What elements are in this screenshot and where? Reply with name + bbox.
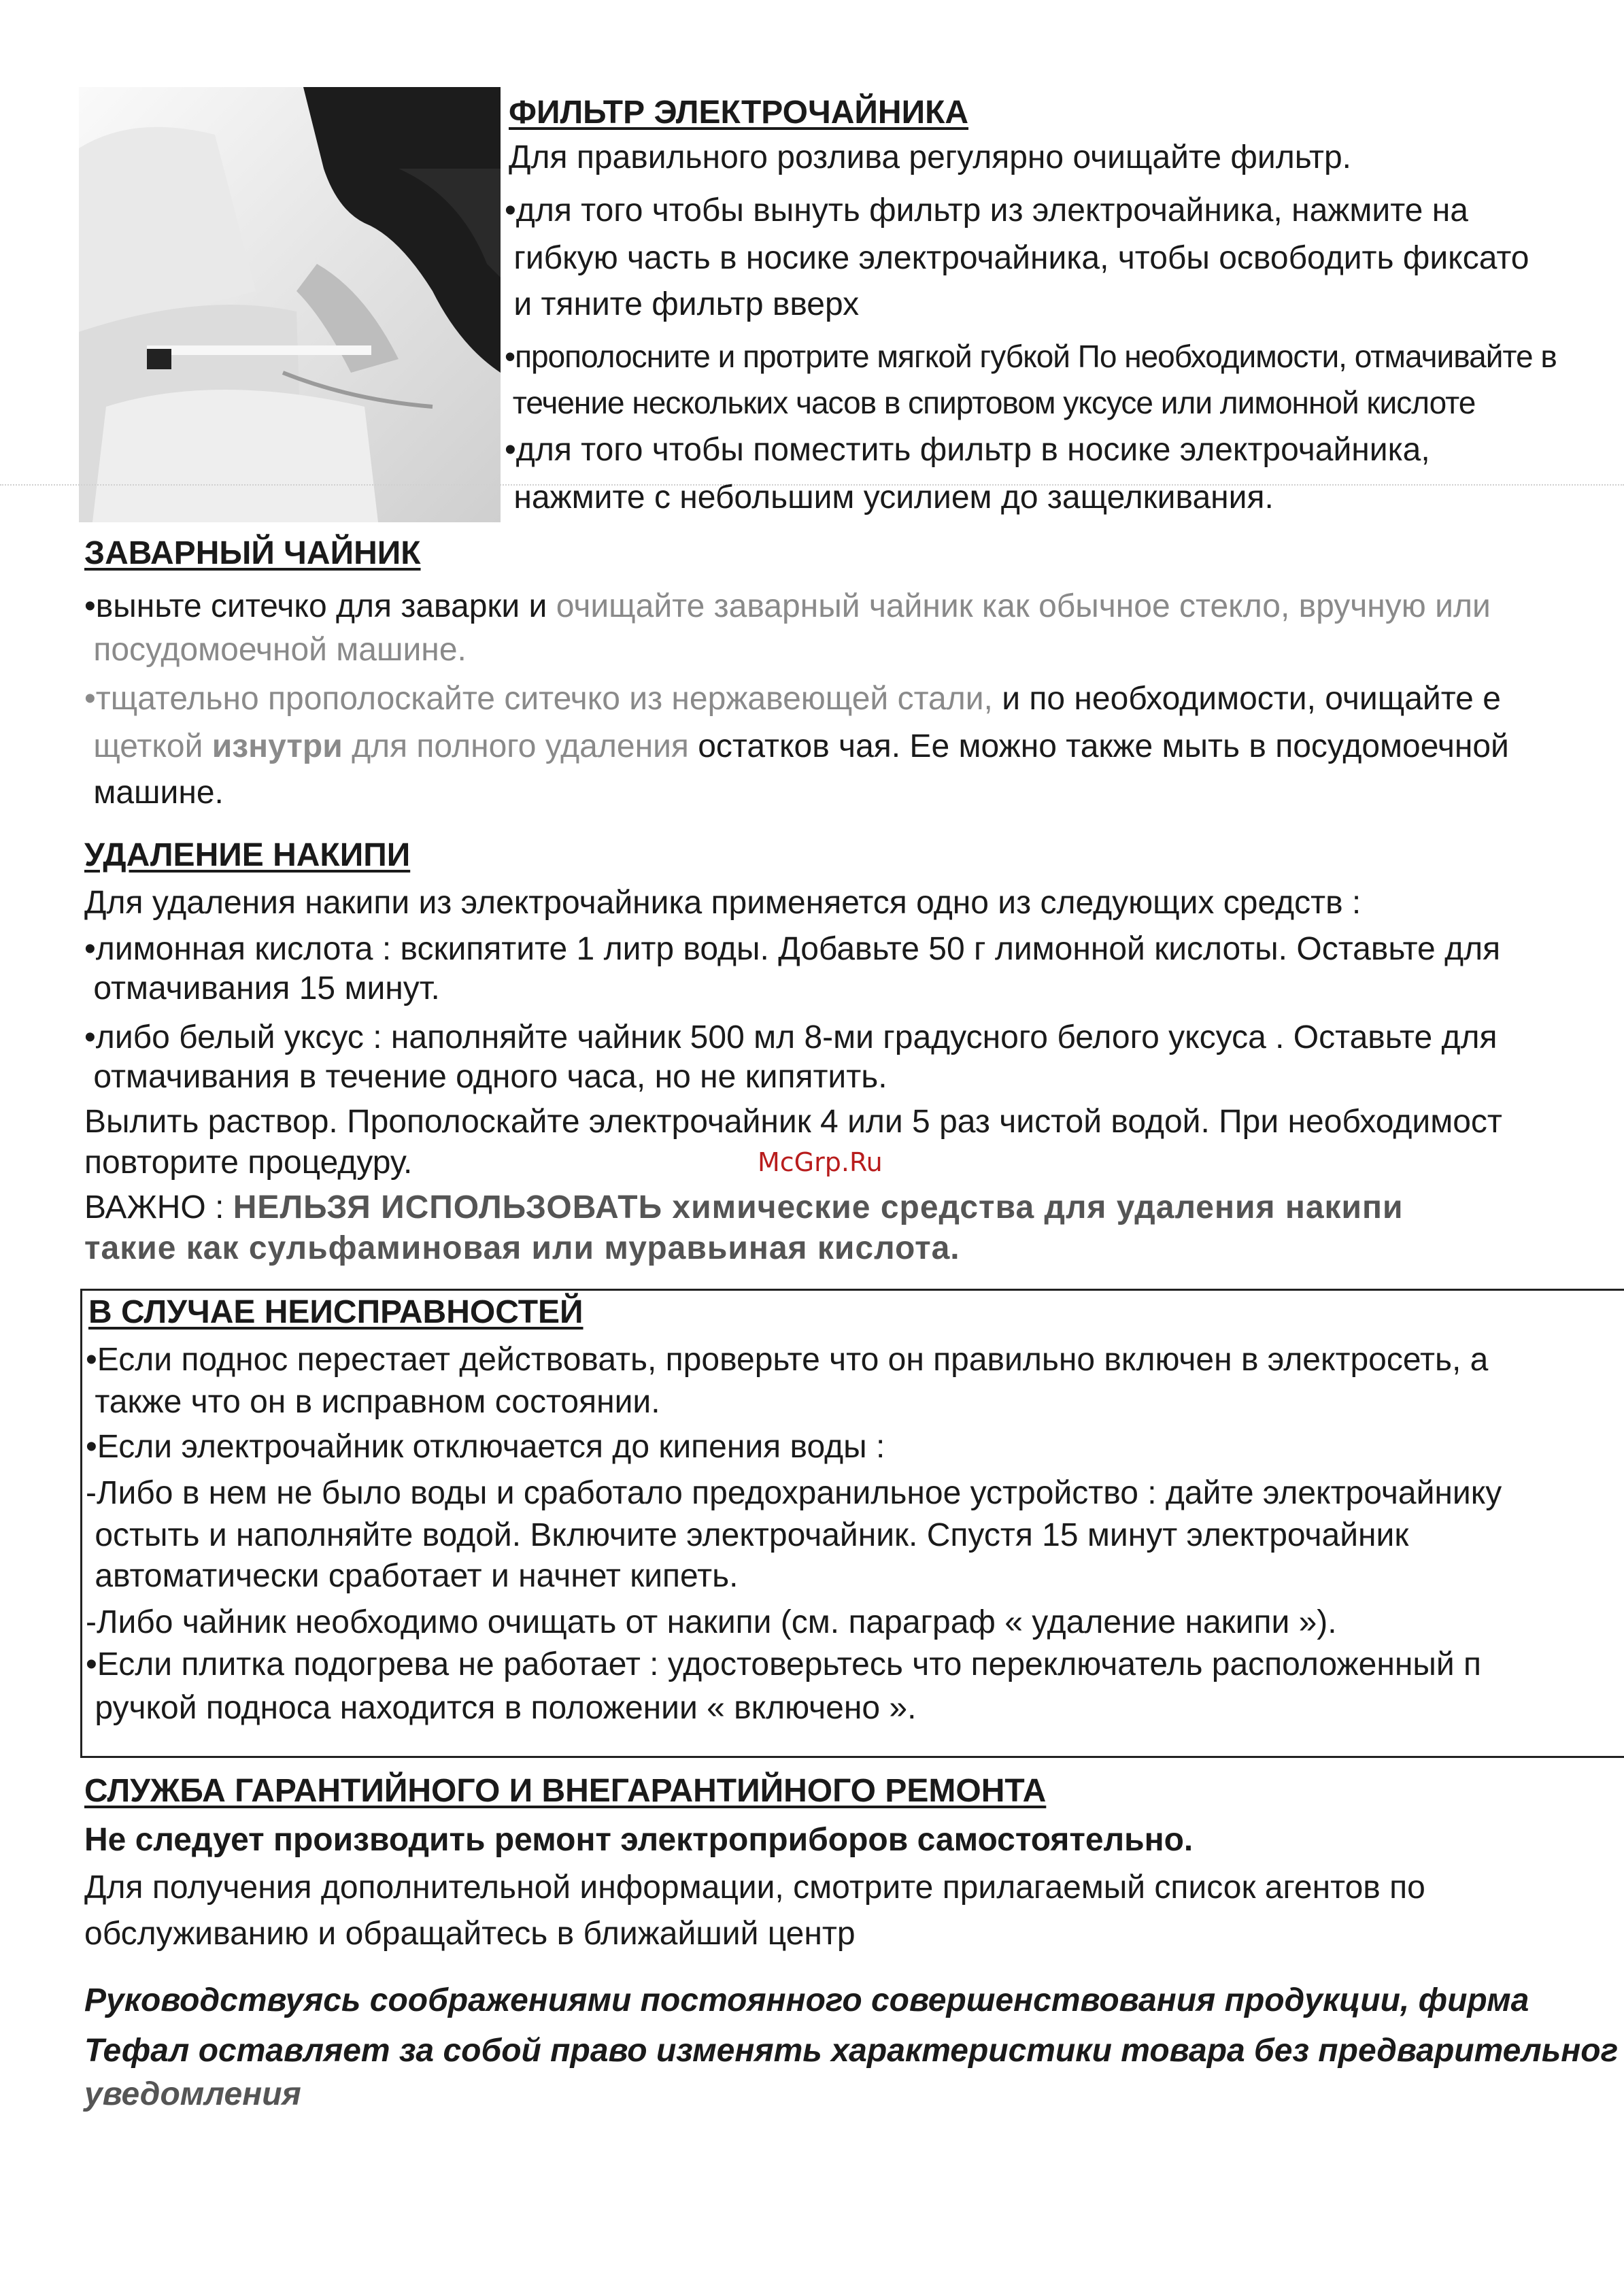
- faults-heading: В СЛУЧАЕ НЕИСПРАВНОСТЕЙ: [88, 1294, 583, 1330]
- teapot-line: машине.: [84, 775, 224, 811]
- service-line: Для получения дополнительной информации, смотрите прилагаемый список агентов по: [84, 1869, 1425, 1906]
- service-line: обслуживанию и обращайтесь в ближайший центр: [84, 1916, 856, 1952]
- footer-line: Тефал оставляет за собой право изменять характеристики товара без предварительног: [84, 2033, 1619, 2069]
- important-note: [84, 1187, 1404, 1228]
- important-text: НЕЛЬЗЯ ИСПОЛЬЗОВАТЬ химические средства для удаления накипи: [233, 1189, 1404, 1225]
- teapot-text: и по необходимости, очищайте е: [1002, 681, 1501, 717]
- important-label: ВАЖНО :: [84, 1189, 233, 1225]
- teapot-heading: ЗАВАРНЫЙ ЧАЙНИК: [84, 535, 421, 571]
- descale-line: •либо белый уксус : наполняйте чайник 500 мл 8-ми градусного белого уксуса . Оставьте для: [84, 1019, 1498, 1055]
- footer-line: Руководствуясь соображениями постоянного совершенствования продукции, фирма: [84, 1982, 1529, 2018]
- teapot-text: •выньте ситечко для заварки и: [84, 588, 556, 624]
- descale-line: отмачивания в течение одного часа, но не кипятить.: [84, 1059, 887, 1095]
- teapot-line: [84, 726, 1509, 767]
- faults-line: ручкой подноса находится в положении « включено ».: [86, 1690, 917, 1726]
- faults-line: -Либо в нем не было воды и сработало предохранильное устройство : дайте электрочайнику: [86, 1475, 1502, 1511]
- teapot-line: [84, 679, 1501, 720]
- teapot-line: [84, 586, 1491, 627]
- filter-line: •для того чтобы вынуть фильтр из электрочайника, нажмите на: [505, 192, 1468, 228]
- filter-line: и тяните фильтр вверх: [505, 286, 860, 322]
- descale-line: повторите процедуру.: [84, 1145, 413, 1181]
- footer-line: уведомления: [84, 2076, 301, 2112]
- descale-line: Для удаления накипи из электрочайника применяется одно из следующих средств :: [84, 885, 1361, 921]
- important-note: такие как сульфаминовая или муравьиная кислота.: [84, 1230, 960, 1266]
- filter-line: •для того чтобы поместить фильтр в носике электрочайника,: [505, 432, 1430, 468]
- kettle-filter-illustration: [79, 87, 501, 522]
- teapot-text-faded: щеткой: [84, 728, 212, 764]
- descale-line: •лимонная кислота : вскипятите 1 литр воды. Добавьте 50 г лимонной кислоты. Оставьте для: [84, 931, 1501, 967]
- faults-line: •Если поднос перестает действовать, проверьте что он правильно включен в электросеть, а: [86, 1342, 1489, 1378]
- descale-line: отмачивания 15 минут.: [84, 970, 440, 1006]
- teapot-text-faded: •тщательно прополоскайте ситечко из нержавеющей стали,: [84, 681, 1002, 717]
- faults-line: также что он в исправном состоянии.: [86, 1384, 660, 1420]
- teapot-text-bold: изнутри: [212, 728, 343, 764]
- teapot-text-faded: очищайте заварный чайник как обычное стекло, вручную или: [556, 588, 1491, 624]
- teapot-text-faded: для полного удаления: [342, 728, 698, 764]
- faults-line: автоматически сработает и начнет кипеть.: [86, 1558, 739, 1594]
- teapot-text: остатков чая. Ее можно также мыть в посудомоечной: [698, 728, 1509, 764]
- teapot-line: посудомоечной машине.: [84, 632, 467, 668]
- faults-line: •Если электрочайник отключается до кипения воды :: [86, 1429, 885, 1465]
- filter-line: течение нескольких часов в спиртовом уксусе или лимонной кислоте: [505, 385, 1476, 420]
- faults-line: •Если плитка подогрева не работает : удостоверьтесь что переключатель расположенный п: [86, 1646, 1481, 1682]
- descale-line: Вылить раствор. Прополоскайте электрочайник 4 или 5 раз чистой водой. При необходимост: [84, 1104, 1502, 1140]
- watermark: McGrp.Ru: [758, 1147, 883, 1177]
- faults-line: -Либо чайник необходимо очищать от накипи (см. параграф « удаление накипи »).: [86, 1604, 1337, 1640]
- descale-heading: УДАЛЕНИЕ НАКИПИ: [84, 837, 411, 873]
- filter-line: •прополосните и протрите мягкой губкой По необходимости, отмачивайте в: [505, 339, 1557, 374]
- kettle-filter-photo: [79, 87, 501, 522]
- filter-line: нажмите с небольшим усилием до защелкивания.: [505, 479, 1274, 515]
- filter-line: гибкую часть в носике электрочайника, чтобы освободить фиксато: [505, 240, 1529, 276]
- filter-heading: ФИЛЬТР ЭЛЕКТРОЧАЙНИКА: [509, 95, 969, 131]
- service-heading: СЛУЖБА ГАРАНТИЙНОГО И ВНЕГАРАНТИЙНОГО РЕМОНТА: [84, 1773, 1047, 1809]
- filter-line: Для правильного розлива регулярно очищайте фильтр.: [509, 139, 1351, 175]
- faults-line: остыть и наполняйте водой. Включите электрочайник. Спустя 15 минут электрочайник: [86, 1517, 1409, 1553]
- service-bold-line: Не следует производить ремонт электроприборов самостоятельно.: [84, 1822, 1194, 1858]
